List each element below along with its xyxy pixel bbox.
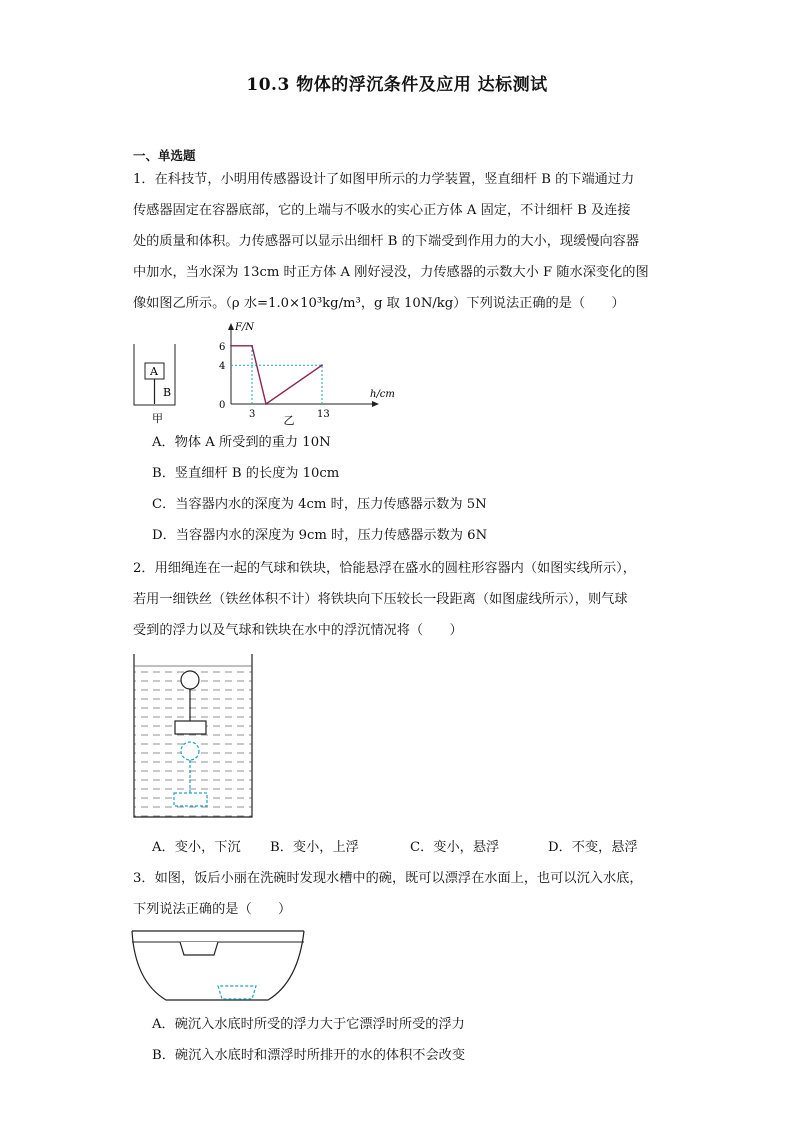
q1-line: 传感器固定在容器底部，它的上端与不吸水的实心正方体 A 固定，不计细杆 B 及连接 — [133, 203, 631, 218]
q3-line: 下列说法正确的是（ ） — [133, 902, 292, 917]
q2-option-a: A．变小，下沉 — [152, 840, 241, 855]
q2-option-c: C．变小，悬浮 — [410, 840, 500, 855]
y-tick-label: 0 — [219, 400, 226, 411]
q1-option-d: D．当容器内水的深度为 9cm 时，压力传感器示数为 6N — [152, 528, 488, 543]
question-2-stem — [133, 553, 668, 646]
y-tick-label: 6 — [219, 341, 226, 353]
data-point — [251, 345, 253, 347]
q3-line: 3．如图，饭后小丽在洗碗时发现水槽中的碗，既可以漂浮在水面上，也可以沉入水底， — [133, 871, 643, 886]
y-axis-label: F/N — [235, 322, 255, 333]
q1-line: 中加水，当水深为 13cm 时正方体 A 刚好浸没，力传感器的示数大小 F 随水深变化的图 — [133, 265, 649, 280]
question-3-stem — [133, 863, 668, 925]
figure-jia-label-a: A — [150, 365, 158, 378]
figure-balloon-container — [128, 650, 258, 820]
figure-jia — [128, 338, 188, 428]
x-tick-label: 3 — [249, 409, 256, 420]
figure-yi-chart — [200, 320, 415, 430]
q3-option-a: A．碗沉入水底时所受的浮力大于它漂浮时所受的浮力 — [152, 1017, 465, 1032]
section-heading: 一、单选题 — [133, 148, 196, 163]
x-axis-arrow — [372, 401, 379, 407]
q2-line: 受到的浮力以及气球和铁块在水中的浮沉情况将（ ） — [133, 623, 463, 638]
question-1-stem — [133, 164, 668, 319]
y-axis-arrow — [228, 323, 234, 330]
q2-line: 若用一细铁丝（铁丝体积不计）将铁块向下压较长一段距离（如图虚线所示），则气球 — [133, 592, 628, 607]
figure-yi-caption: 乙 — [283, 414, 295, 427]
data-point — [265, 403, 267, 405]
q1-option-a: A．物体 A 所受到的重力 10N — [152, 435, 331, 450]
y-tick-label: 4 — [219, 361, 226, 373]
data-point — [230, 345, 232, 347]
q2-line: 2．用细绳连在一起的气球和铁块，恰能悬浮在盛水的圆柱形容器内（如图实线所示）， — [133, 561, 636, 576]
q2-option-b: B．变小，上浮 — [270, 840, 359, 855]
q1-line: 像如图乙所示。（ρ 水=1.0×10³kg/m³，g 取 10N/kg）下列说法正确的是（ ） — [133, 296, 625, 311]
x-axis-label: h/cm — [370, 389, 395, 400]
q1-line: 1．在科技节，小明用传感器设计了如图甲所示的力学装置，竖直细杆 B 的下端通过力 — [133, 172, 635, 187]
q1-line: 处的质量和体积。力传感器可以显示出细杆 B 的下端受到作用力的大小，现缓慢向容器 — [133, 234, 640, 249]
q1-option-b: B．竖直细杆 B 的长度为 10cm — [152, 466, 340, 481]
figure-jia-label-b: B — [163, 386, 172, 399]
q2-option-d: D．不变，悬浮 — [548, 840, 638, 855]
figure-sink-bowl — [128, 926, 308, 1004]
q1-option-c: C．当容器内水的深度为 4cm 时，压力传感器示数为 5N — [152, 497, 487, 512]
data-point — [321, 364, 323, 366]
series-line — [231, 346, 322, 404]
q3-option-b: B．碗沉入水底时和漂浮时所排开的水的体积不会改变 — [152, 1048, 466, 1063]
page-title: 10.3 物体的浮沉条件及应用 达标测试 — [246, 75, 548, 95]
figure-jia-caption: 甲 — [152, 412, 163, 425]
x-tick-label: 13 — [317, 409, 330, 420]
